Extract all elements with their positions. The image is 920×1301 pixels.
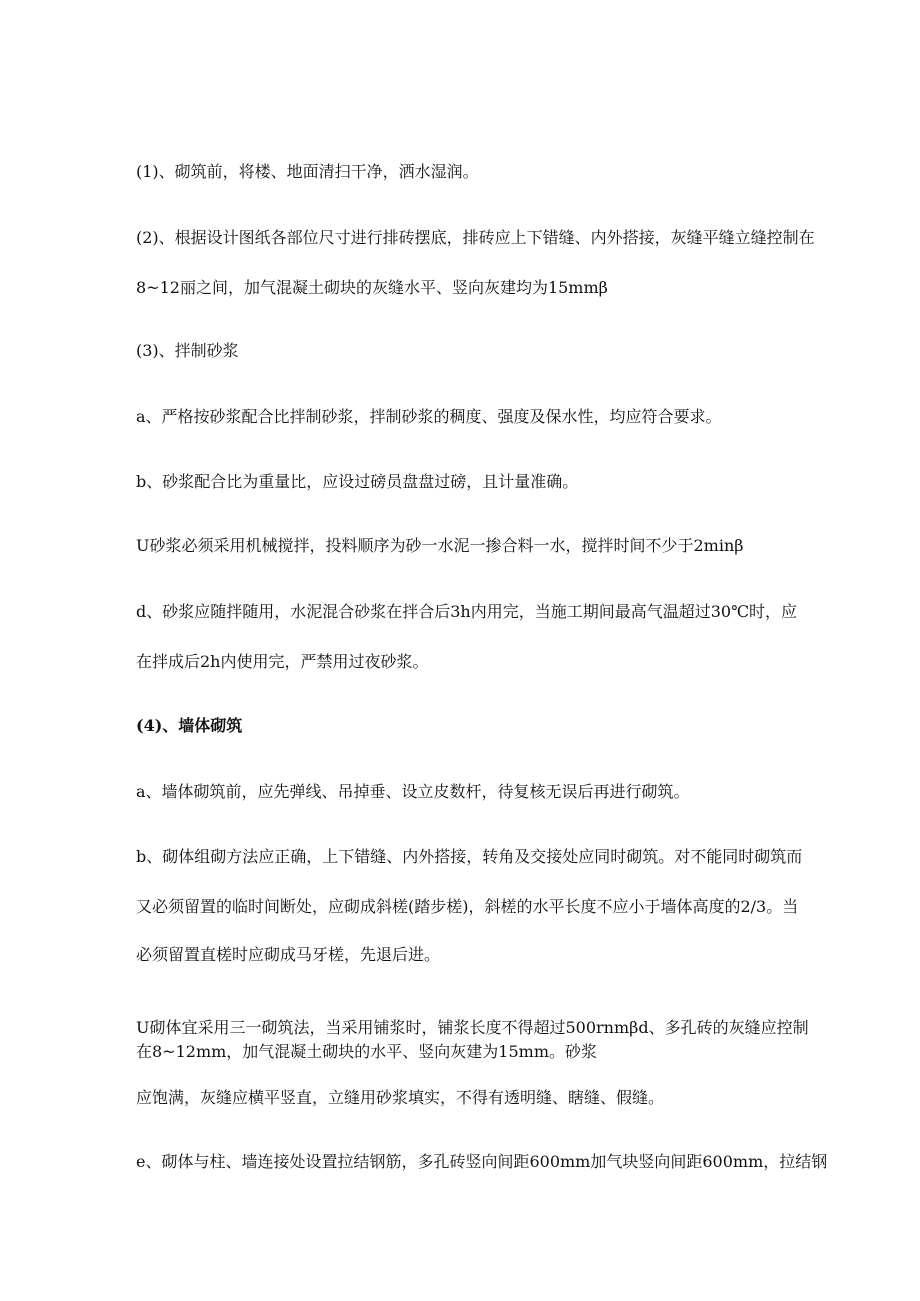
text-line-step-4-heading: (4)、墙体砌筑 [136,716,243,735]
text-line-3b: b、砂浆配合比为重量比，应设过磅员盘盘过磅，且计量准确。 [136,472,579,491]
text-line-4b-cont-1: 又必须留置的临时间断处，应砌成斜槎(踏步槎)，斜槎的水平长度不应小于墙体高度的2/3。当 [136,897,799,916]
text-line-3d-cont: 在拌成后2h内使用完，严禁用过夜砂浆。 [136,652,429,671]
text-line-4c-cont-2: 应饱满，灰缝应横平竖直，立缝用砂浆填实，不得有透明缝、瞎缝、假缝。 [136,1088,665,1107]
text-line-step-2: (2)、根据设计图纸各部位尺寸进行排砖摆底，排砖应上下错缝、内外搭接，灰缝平缝立缝控制在 [136,228,815,247]
text-line-4b-cont-2: 必须留置直槎时应砌成马牙槎，先退后进。 [136,945,441,964]
text-line-3d: d、砂浆应随拌随用，水泥混合砂浆在拌合后3h内用完，当施工期间最高气温超过30℃时，应 [136,602,797,621]
text-line-3c: U砂浆必须采用机械搅拌，投料顺序为砂一水泥一掺合料一水，搅拌时间不少于2minβ [136,536,744,555]
text-line-4e: e、砌体与柱、墙连接处设置拉结钢筋，多孔砖竖向间距600mm加气块竖向间距600mm，拉结钢 [136,1152,828,1171]
text-line-4c: U砌体宜采用三一砌筑法，当采用铺浆时，铺浆长度不得超过500rnmβd、多孔砖的灰缝应控制 [136,1018,809,1037]
text-line-step-1: (1)、砌筑前，将楼、地面清扫干净，洒水湿润。 [136,162,479,181]
text-line-4b: b、砌体组砌方法应正确，上下错缝、内外搭接，转角及交接处应同时砌筑。对不能同时砌筑而 [136,847,803,866]
text-line-step-2-cont: 8~12丽之间，加气混凝土砌块的灰缝水平、竖向灰建均为15mmβ [136,278,608,297]
text-line-4a: a、墙体砌筑前，应先弹线、吊掉垂、设立皮数杆，待复核无误后再进行砌筑。 [136,782,690,801]
text-line-4c-cont-1: 在8~12mm，加气混凝土砌块的水平、竖向灰建为15mm。砂浆 [136,1042,597,1061]
text-line-step-3-heading: (3)、拌制砂浆 [136,341,239,360]
text-line-3a: a、严格按砂浆配合比拌制砂浆，拌制砂浆的稠度、强度及保水性，均应符合要求。 [136,407,722,426]
